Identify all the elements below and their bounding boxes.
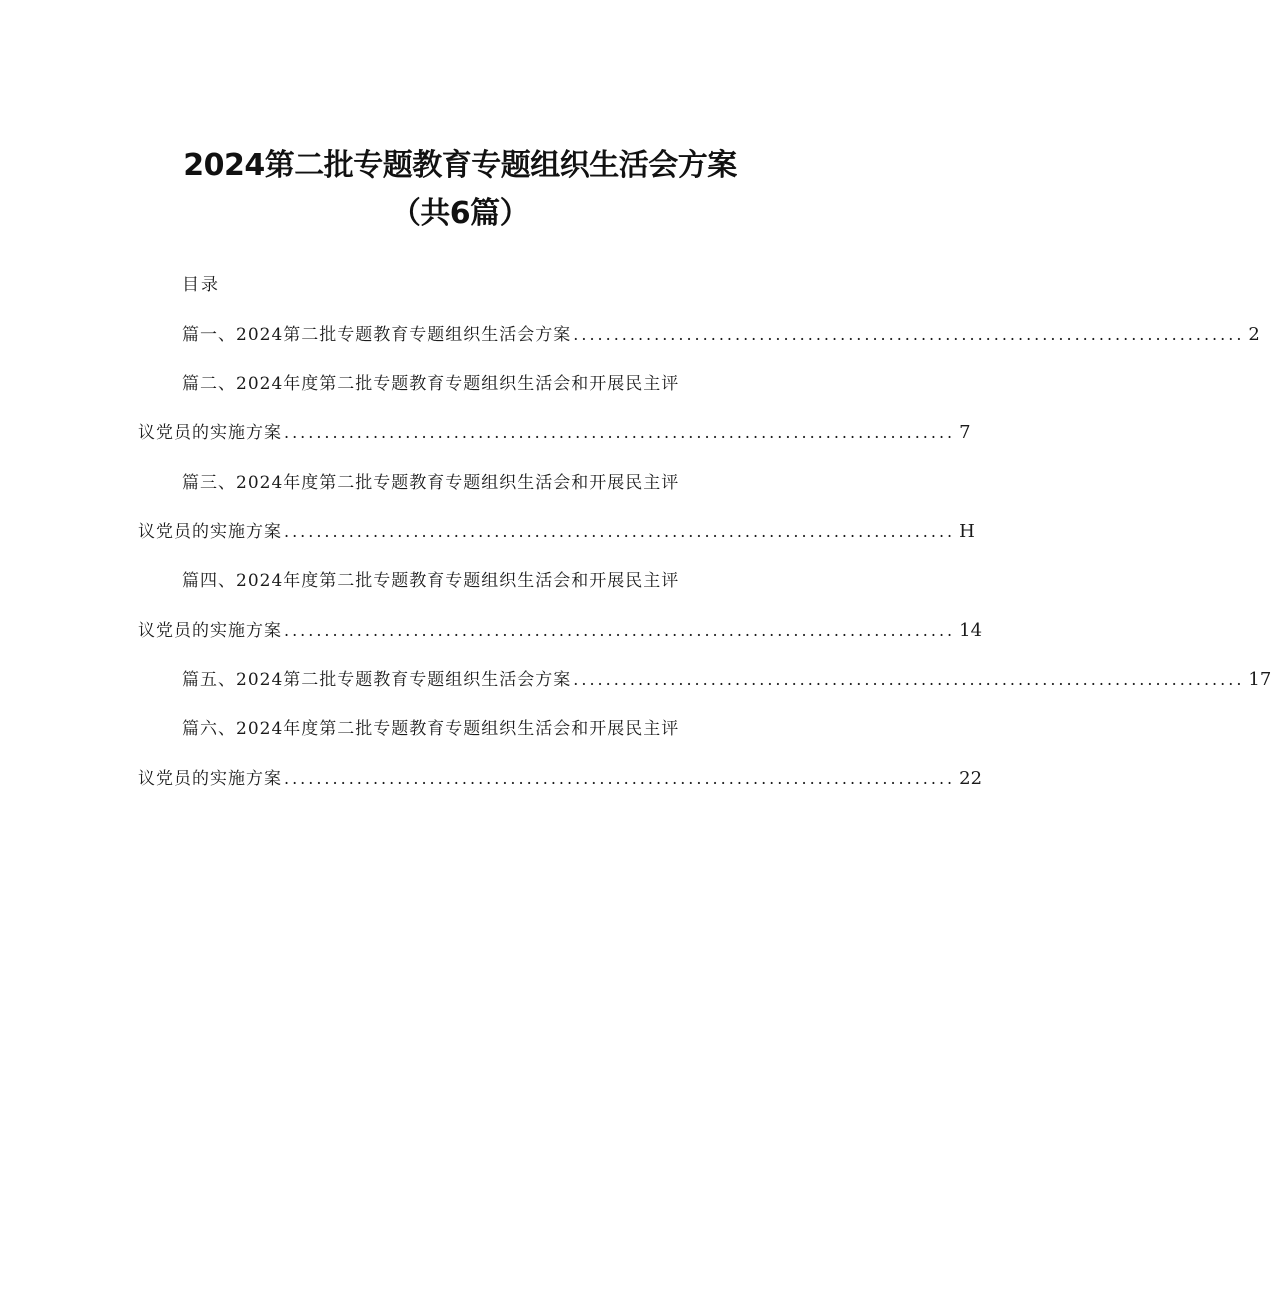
toc-leader-dots: ................................................................................... (284, 423, 956, 442)
toc-entry-3-page: H (959, 521, 975, 542)
toc-leader-dots: ................................................................................... (573, 670, 1245, 689)
toc-entry-6-continuation: 议党员的实施方案 (138, 769, 282, 789)
toc-leader-dots: ................................................................................... (284, 621, 956, 640)
toc-entry-3-title[interactable]: 篇三、2024年度第二批专题教育专题组织生活会和开展民主评 (182, 473, 680, 493)
document-title-line-1: 2024第二批专题教育专题组织生活会方案 (183, 148, 737, 183)
toc-entry-4[interactable] (138, 616, 983, 641)
toc-entry-6-title[interactable]: 篇六、2024年度第二批专题教育专题组织生活会和开展民主评 (182, 719, 680, 739)
toc-entry-4-continuation: 议党员的实施方案 (138, 621, 282, 641)
toc-entry-4-title[interactable]: 篇四、2024年度第二批专题教育专题组织生活会和开展民主评 (182, 571, 680, 591)
toc-entry-2-title[interactable]: 篇二、2024年度第二批专题教育专题组织生活会和开展民主评 (182, 374, 680, 394)
toc-entry-1[interactable] (182, 320, 1260, 345)
toc-entry-5-page: 17 (1248, 669, 1271, 690)
toc-entry-6[interactable] (138, 764, 983, 789)
toc-leader-dots: ................................................................................... (284, 769, 956, 788)
toc-leader-dots: ................................................................................... (573, 325, 1245, 344)
toc-heading: 目录 (182, 275, 220, 295)
toc-entry-2[interactable] (138, 418, 971, 443)
toc-entry-6-page: 22 (959, 768, 983, 789)
toc-entry-2-continuation: 议党员的实施方案 (138, 423, 282, 443)
document-title-line-2: （共6篇） (390, 196, 530, 231)
toc-entry-2-page: 7 (959, 422, 971, 443)
toc-entry-3-continuation: 议党员的实施方案 (138, 522, 282, 542)
toc-leader-dots: ................................................................................... (284, 522, 956, 541)
toc-entry-1-page: 2 (1248, 324, 1260, 345)
toc-entry-5-title: 篇五、2024第二批专题教育专题组织生活会方案 (182, 670, 572, 690)
toc-entry-3[interactable] (138, 517, 975, 542)
toc-entry-1-title: 篇一、2024第二批专题教育专题组织生活会方案 (182, 325, 572, 345)
toc-entry-4-page: 14 (959, 620, 983, 641)
toc-entry-5[interactable] (182, 665, 1271, 690)
